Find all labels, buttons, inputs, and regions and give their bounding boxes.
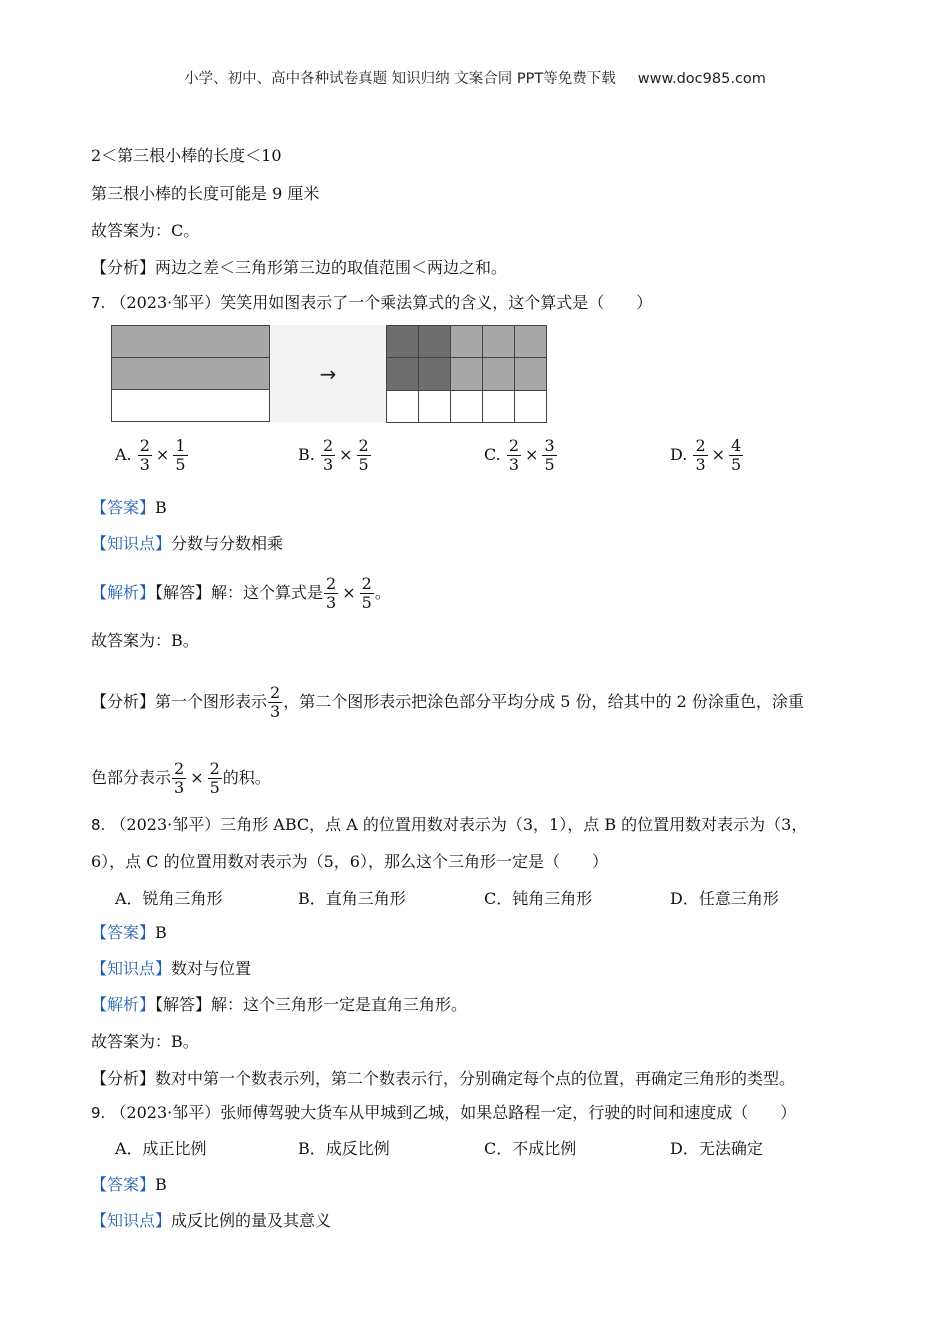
answer-value: B <box>155 498 167 517</box>
q7-analysis-cont: 色部分表示 $\frac{2}{3}$ × $\frac{2}{5}$ 的积。 <box>91 759 271 797</box>
q8-knowledge-point <box>91 958 251 980</box>
q9-number: 9. <box>91 1104 106 1122</box>
q9-option-a[interactable]: A．成正比例 <box>115 1139 207 1158</box>
q9-option-b[interactable]: B．成反比例 <box>298 1139 390 1158</box>
figure2-cell <box>386 325 419 358</box>
figure2-cell <box>482 390 515 423</box>
fraction: $\frac{2}{3}$ <box>270 683 281 721</box>
q7-solution: 【解析】【解答】解：这个算式是 $\frac{2}{3}$ × $\frac{2}{5}$ 。 <box>91 574 391 612</box>
q9-knowledge-point <box>91 1210 331 1232</box>
q8-text: （2023·邹平）三角形 ABC，点 A 的位置用数对表示为（3，1），点 B 的位置用数对表示为（3， <box>110 815 808 834</box>
knowledge-tag: 【知识点】 <box>91 534 172 553</box>
option-label: C. <box>484 445 501 464</box>
figure2-cell <box>514 390 547 423</box>
answer-value: B <box>155 1175 167 1194</box>
figure2-cell <box>482 325 515 358</box>
q8-conclusion: 故答案为：B。 <box>91 1032 199 1051</box>
analysis-text: 两边之差＜三角形第三边的取值范围＜两边之和。 <box>155 258 508 277</box>
prev-line-2: 第三根小棒的长度可能是 9 厘米 <box>91 184 320 203</box>
prev-conclusion: 故答案为：C。 <box>91 221 200 240</box>
solution-tag: 【解析】 <box>91 995 156 1014</box>
q7-option-a[interactable]: A. $\frac{2}{3}$ × $\frac{1}{5}$ <box>115 436 186 474</box>
figure1-row-2 <box>111 357 270 390</box>
q7-figure <box>111 325 546 422</box>
answer-tag: 【答案】 <box>91 923 156 942</box>
q7-option-b[interactable]: B. $\frac{2}{3}$ × $\frac{2}{5}$ <box>298 436 369 474</box>
figure2-cell <box>418 357 451 390</box>
figure2-grid <box>386 325 546 422</box>
prev-analysis <box>91 257 507 279</box>
q7-option-c[interactable]: C. $\frac{2}{3}$ × $\frac{3}{5}$ <box>484 436 555 474</box>
fraction: $\frac{2}{3}$ <box>508 436 520 474</box>
q9-option-d[interactable]: D．无法确定 <box>670 1139 763 1158</box>
q9-text: （2023·邹平）张师傅驾驶大货车从甲城到乙城，如果总路程一定，行驶的时间和速度成（ ） <box>110 1103 797 1122</box>
q9-option-c[interactable]: C．不成比例 <box>484 1139 577 1158</box>
fraction: $\frac{2}{5}$ <box>358 436 369 474</box>
q8-number: 8. <box>91 816 106 834</box>
q8-analysis <box>91 1068 795 1090</box>
fraction: $\frac{2}{3}$ <box>322 436 334 474</box>
figure2-cell <box>418 325 451 358</box>
q8-option-c[interactable]: C．钝角三角形 <box>484 889 593 908</box>
q7-text: （2023·邹平）笑笑用如图表示了一个乘法算式的含义，这个算式是（ ） <box>110 293 653 312</box>
figure1-row-3 <box>111 389 270 422</box>
fraction: $\frac{2}{3}$ <box>695 436 706 474</box>
q8-option-b[interactable]: B．直角三角形 <box>298 889 406 908</box>
analysis-tag: 【分析】 <box>91 692 156 711</box>
figure2-cell <box>450 357 483 390</box>
fraction: $\frac{1}{5}$ <box>175 436 186 474</box>
fraction: $\frac{2}{3}$ <box>139 436 150 474</box>
q7-knowledge-point <box>91 533 283 555</box>
q9-stem <box>91 1102 796 1124</box>
q8-answer <box>91 922 167 944</box>
q7-answer <box>91 497 167 519</box>
knowledge-tag: 【知识点】 <box>91 1211 172 1230</box>
knowledge-tag: 【知识点】 <box>91 959 172 978</box>
figure2-cell <box>514 357 547 390</box>
q9-answer <box>91 1174 167 1196</box>
q7-conclusion: 故答案为：B。 <box>91 631 199 650</box>
arrow-icon: → <box>270 325 386 422</box>
fraction: $\frac{3}{5}$ <box>544 436 555 474</box>
fraction: $\frac{2}{3}$ <box>326 574 337 612</box>
solution-pre: 【解答】解：这个算式是 <box>155 583 324 602</box>
q7-number: 7. <box>91 294 106 312</box>
fraction: $\frac{2}{3}$ <box>174 759 185 797</box>
figure2-cell <box>386 390 419 423</box>
figure2-cell <box>482 357 515 390</box>
page-header <box>0 68 950 90</box>
figure2-cell <box>418 390 451 423</box>
q8-stem-1 <box>91 814 807 836</box>
option-label: A. <box>115 445 132 464</box>
figure2-cell <box>450 325 483 358</box>
q7-option-d[interactable]: D. $\frac{2}{3}$ × $\frac{4}{5}$ <box>670 436 742 474</box>
q8-option-a[interactable]: A．锐角三角形 <box>115 889 223 908</box>
analysis-tag: 【分析】 <box>91 258 156 277</box>
figure1-row-1 <box>111 325 270 358</box>
fraction: $\frac{2}{5}$ <box>209 759 220 797</box>
knowledge-text: 分数与分数相乘 <box>171 534 284 553</box>
q8-solution <box>91 994 467 1016</box>
prev-line-1: 2＜第三根小棒的长度＜10 <box>91 146 282 165</box>
knowledge-text: 成反比例的量及其意义 <box>171 1211 332 1230</box>
analysis-tag: 【分析】 <box>91 1069 156 1088</box>
solution-text: 【解答】解：这个三角形一定是直角三角形。 <box>155 995 468 1014</box>
header-url[interactable]: www.doc985.com <box>637 71 766 87</box>
analysis-text: 数对中第一个数表示列，第二个数表示行，分别确定每个点的位置，再确定三角形的类型。 <box>155 1069 796 1088</box>
knowledge-text: 数对与位置 <box>171 959 252 978</box>
q7-analysis: 【分析】第一个图形表示 $\frac{2}{3}$ ，第二个图形表示把涂色部分平均分成 5 份，给其中的 2 份涂重色，涂重 <box>91 683 804 721</box>
q8-option-d[interactable]: D．任意三角形 <box>670 889 779 908</box>
solution-tag: 【解析】 <box>91 583 156 602</box>
q7-stem <box>91 292 652 314</box>
figure2-cell <box>514 325 547 358</box>
figure2-cell <box>386 357 419 390</box>
answer-tag: 【答案】 <box>91 1175 156 1194</box>
header-text: 小学、初中、高中各种试卷真题 知识归纳 文案合同 PPT等免费下载 <box>184 71 616 87</box>
q8-stem-2: 6），点 C 的位置用数对表示为（5，6），那么这个三角形一定是（ ） <box>91 852 608 871</box>
option-label: B. <box>298 445 315 464</box>
answer-value: B <box>155 923 167 942</box>
answer-tag: 【答案】 <box>91 498 156 517</box>
figure2-cell <box>450 390 483 423</box>
option-label: D. <box>670 445 688 464</box>
fraction: $\frac{4}{5}$ <box>731 436 742 474</box>
fraction: $\frac{2}{5}$ <box>361 574 372 612</box>
